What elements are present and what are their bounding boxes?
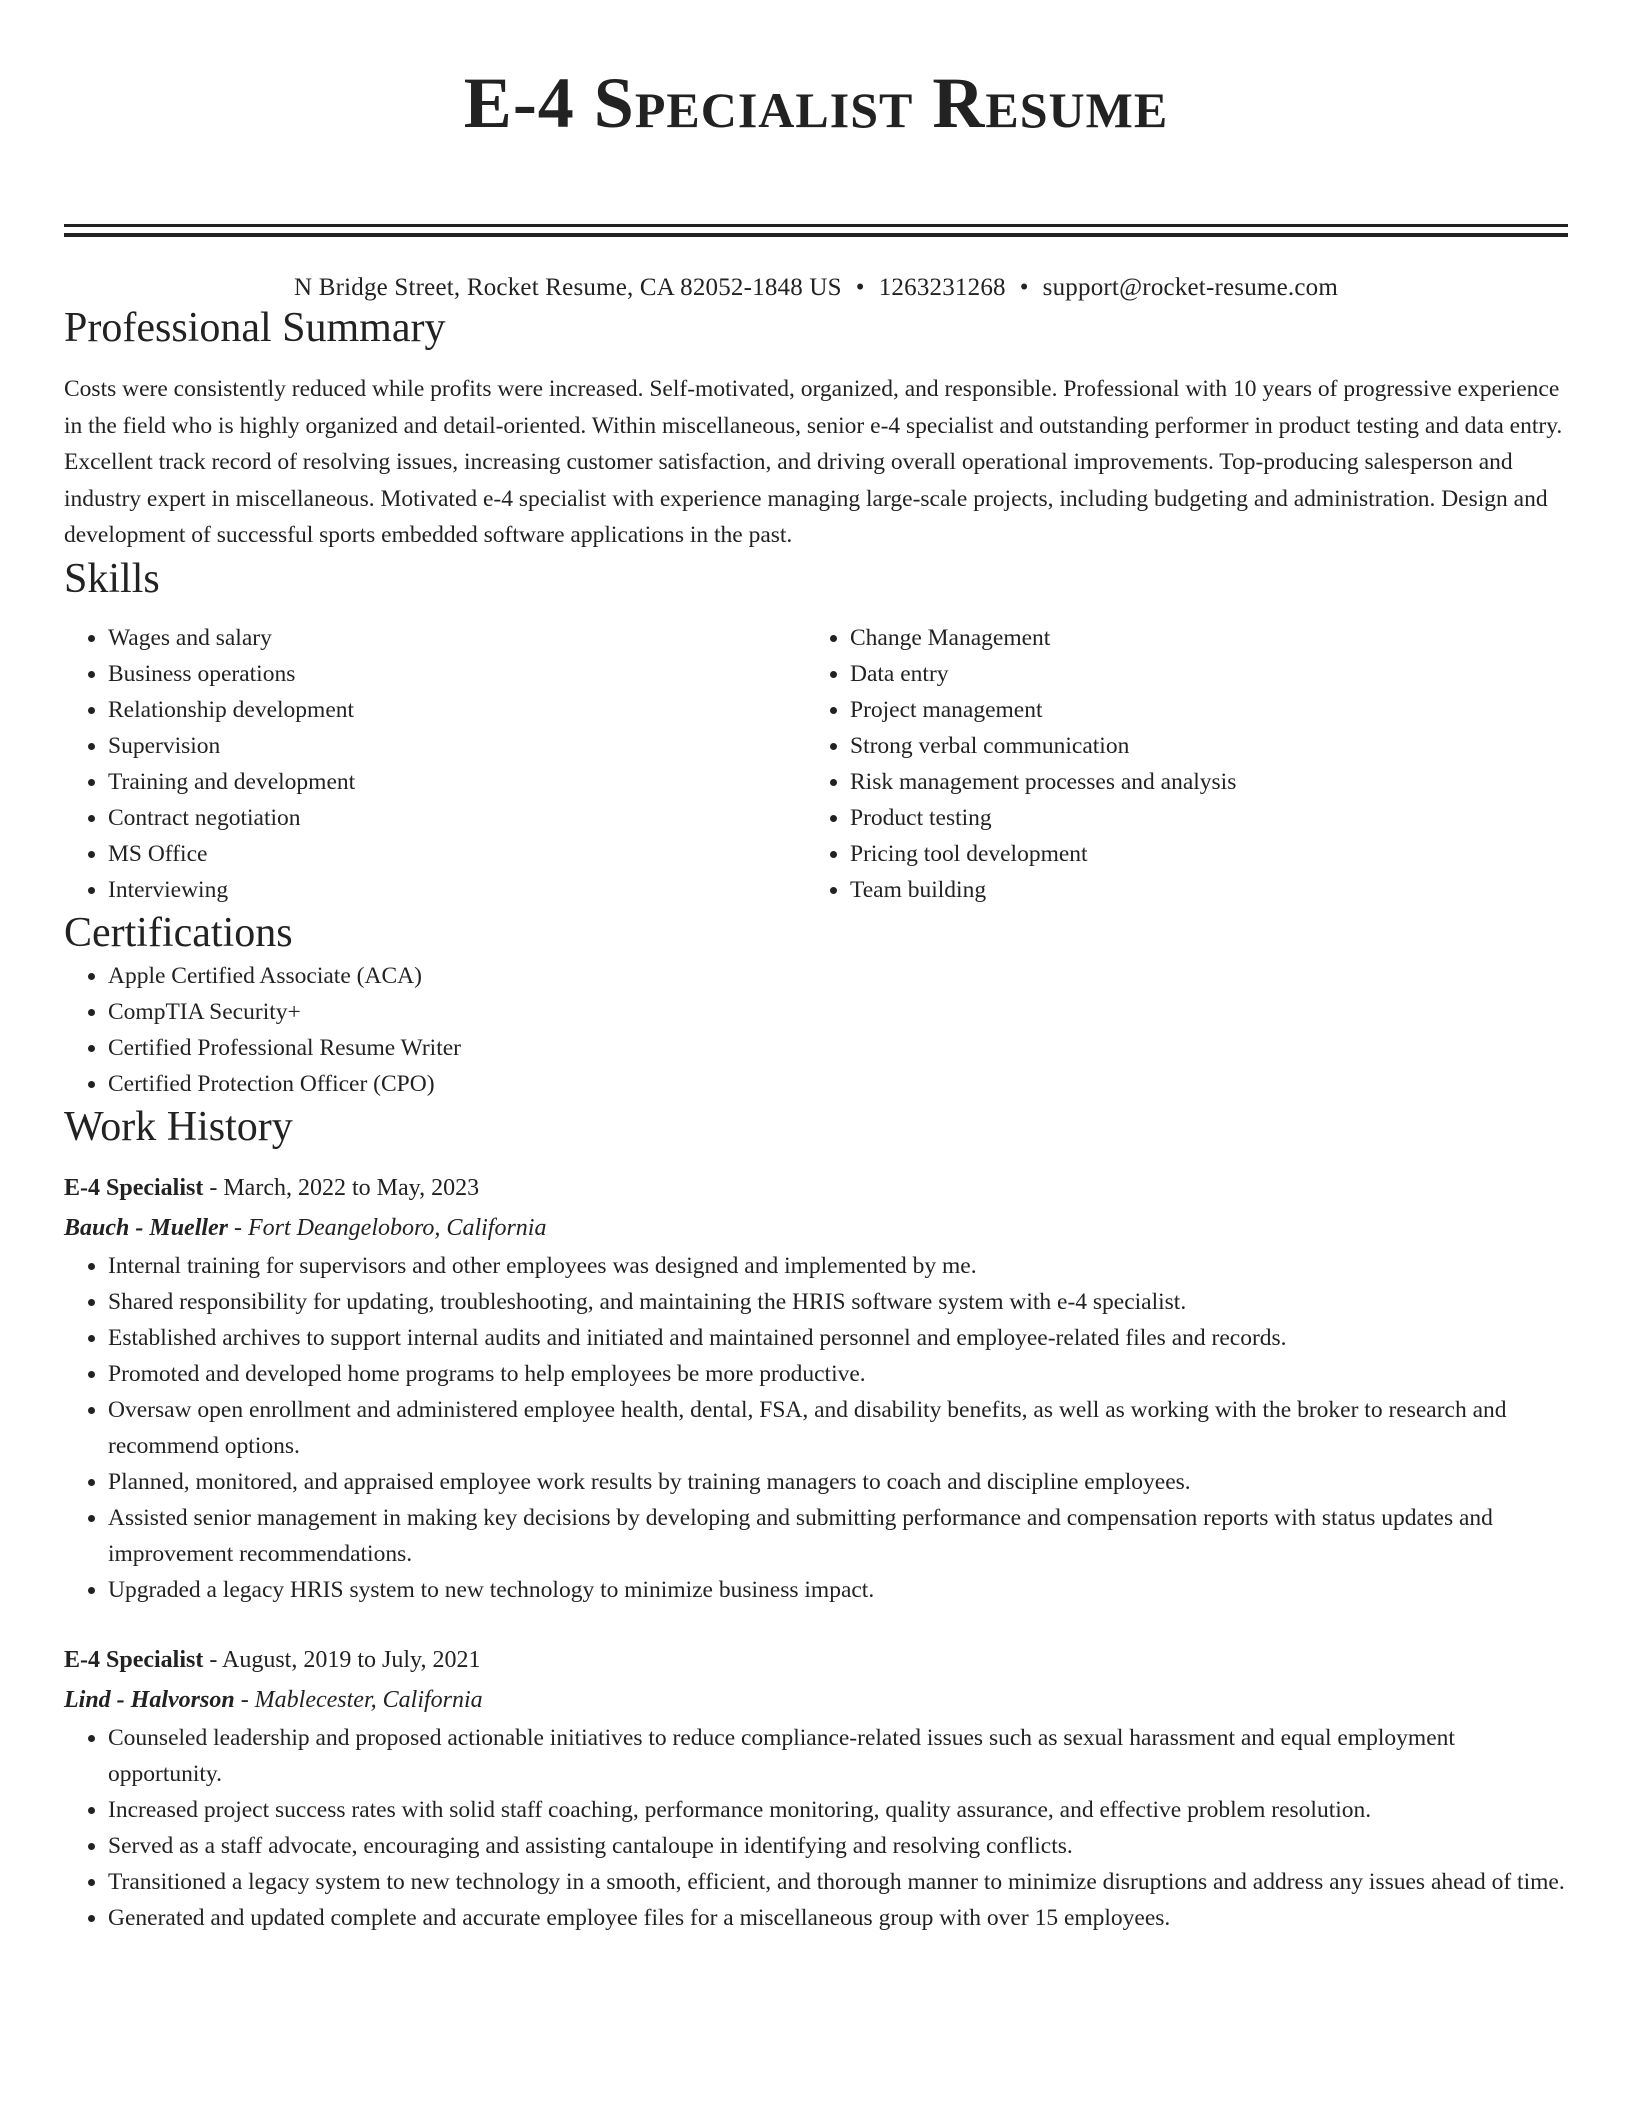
skills-right-column [806,620,1548,908]
skill-item: • Risk management processes and analysis [850,764,1548,800]
job-role-line [64,1168,1568,1208]
contact-phone: 1263231268 [878,274,1006,301]
summary-text: Costs were consistently reduced while profits were increased. Self-motivated, organized, and responsible. Professional with 10 years of progressive experience in the field who is highly organized and detail-oriented. Within miscellaneous, senior e-4 specialist and outstanding performer in product testing and data entry. Excellent track record of resolving issues, increasing customer satisfaction, and driving overall operational improvements. Top-producing salesperson and industry expert in miscellaneous. Motivated e-4 specialist with experience managing large-scale projects, including budgeting and administration. Design and development of successful sports embedded software applications in the past. [64,376,1563,548]
skills-left-list [64,620,806,908]
job-company-line [64,1680,1568,1720]
job-bullet: • Internal training for supervisors and other employees was designed and implemented by me. [108,1248,1568,1284]
certifications-list [64,958,1568,1102]
contact-separator: • [855,274,865,301]
job-entry [64,1168,1568,1608]
skill-item: • Product testing [850,800,1548,836]
job-bullet: • Oversaw open enrollment and administered employee health, dental, FSA, and disability benefits, as well as working with the broker to research and recommend options. [108,1392,1568,1464]
skills-columns [64,620,1568,908]
job-bullet: • Shared responsibility for updating, troubleshooting, and maintaining the HRIS software system with e-4 specialist. [108,1284,1568,1320]
skill-item: • Relationship development [108,692,806,728]
job-bullet: • Promoted and developed home programs to help employees be more productive. [108,1356,1568,1392]
title-divider [64,224,1568,237]
job-location: - Mablecester, California [234,1686,483,1713]
skill-item: • Team building [850,872,1548,908]
contact-line [64,273,1568,303]
skill-item: • Business operations [108,656,806,692]
skill-item: • Contract negotiation [108,800,806,836]
skill-item: • Wages and salary [108,620,806,656]
skill-item: • Pricing tool development [850,836,1548,872]
certification-item: • Certified Professional Resume Writer [108,1030,1568,1066]
skills-heading: Skills [64,555,160,602]
skill-item: • Data entry [850,656,1548,692]
job-bullet: • Upgraded a legacy HRIS system to new technology to minimize business impact. [108,1572,1568,1608]
job-dates: - August, 2019 to July, 2021 [203,1646,481,1673]
skill-item: • MS Office [108,836,806,872]
job-role: E-4 Specialist [64,1174,204,1201]
skill-item: • Training and development [108,764,806,800]
contact-email: support@rocket-resume.com [1042,274,1338,301]
job-dates: - March, 2022 to May, 2023 [203,1174,480,1201]
skills-left-column [64,620,806,908]
contact-separator: • [1019,274,1029,301]
job-company: Lind - Halvorson [64,1686,235,1713]
skill-item: • Strong verbal communication [850,728,1548,764]
job-bullet: • Planned, monitored, and appraised employee work results by training managers to coach and discipline employees. [108,1464,1568,1500]
skill-item: • Supervision [108,728,806,764]
resume-title: E-4 Specialist Resume [463,63,1169,143]
job-bullets [64,1720,1568,1936]
summary-heading: Professional Summary [64,305,446,351]
skills-right-list [806,620,1548,908]
certification-item: • Certified Protection Officer (CPO) [108,1066,1568,1102]
job-bullet: • Generated and updated complete and accurate employee files for a miscellaneous group with over 15 employees. [108,1900,1568,1936]
job-bullet: • Counseled leadership and proposed actionable initiatives to reduce compliance-related issues such as sexual harassment and equal employment opportunity. [108,1720,1568,1792]
skill-item: • Change Management [850,620,1548,656]
skill-item: • Project management [850,692,1548,728]
job-role-line [64,1640,1568,1680]
job-company-line [64,1208,1568,1248]
job-bullets [64,1248,1568,1608]
certifications-heading: Certifications [64,909,293,956]
job-location: - Fort Deangeloboro, California [228,1214,547,1241]
job-entry [64,1640,1568,1936]
certification-item: • CompTIA Security+ [108,994,1568,1030]
job-bullet: • Served as a staff advocate, encouraging and assisting cantaloupe in identifying and resolving conflicts. [108,1828,1568,1864]
job-role: E-4 Specialist [64,1646,204,1673]
job-bullet: • Increased project success rates with solid staff coaching, performance monitoring, quality assurance, and effective problem resolution. [108,1792,1568,1828]
job-bullet: • Transitioned a legacy system to new technology in a smooth, efficient, and thorough manner to minimize disruptions and address any issues ahead of time. [108,1864,1568,1900]
skill-item: • Interviewing [108,872,806,908]
job-bullet: • Assisted senior management in making key decisions by developing and submitting performance and compensation reports with status updates and improvement recommendations. [108,1500,1568,1572]
job-bullet: • Established archives to support internal audits and initiated and maintained personnel and employee-related files and records. [108,1320,1568,1356]
contact-address: N Bridge Street, Rocket Resume, CA 82052-1848 US [294,274,842,301]
job-company: Bauch - Mueller [64,1214,229,1241]
certification-item: • Apple Certified Associate (ACA) [108,958,1568,994]
work-history-heading: Work History [64,1103,293,1150]
